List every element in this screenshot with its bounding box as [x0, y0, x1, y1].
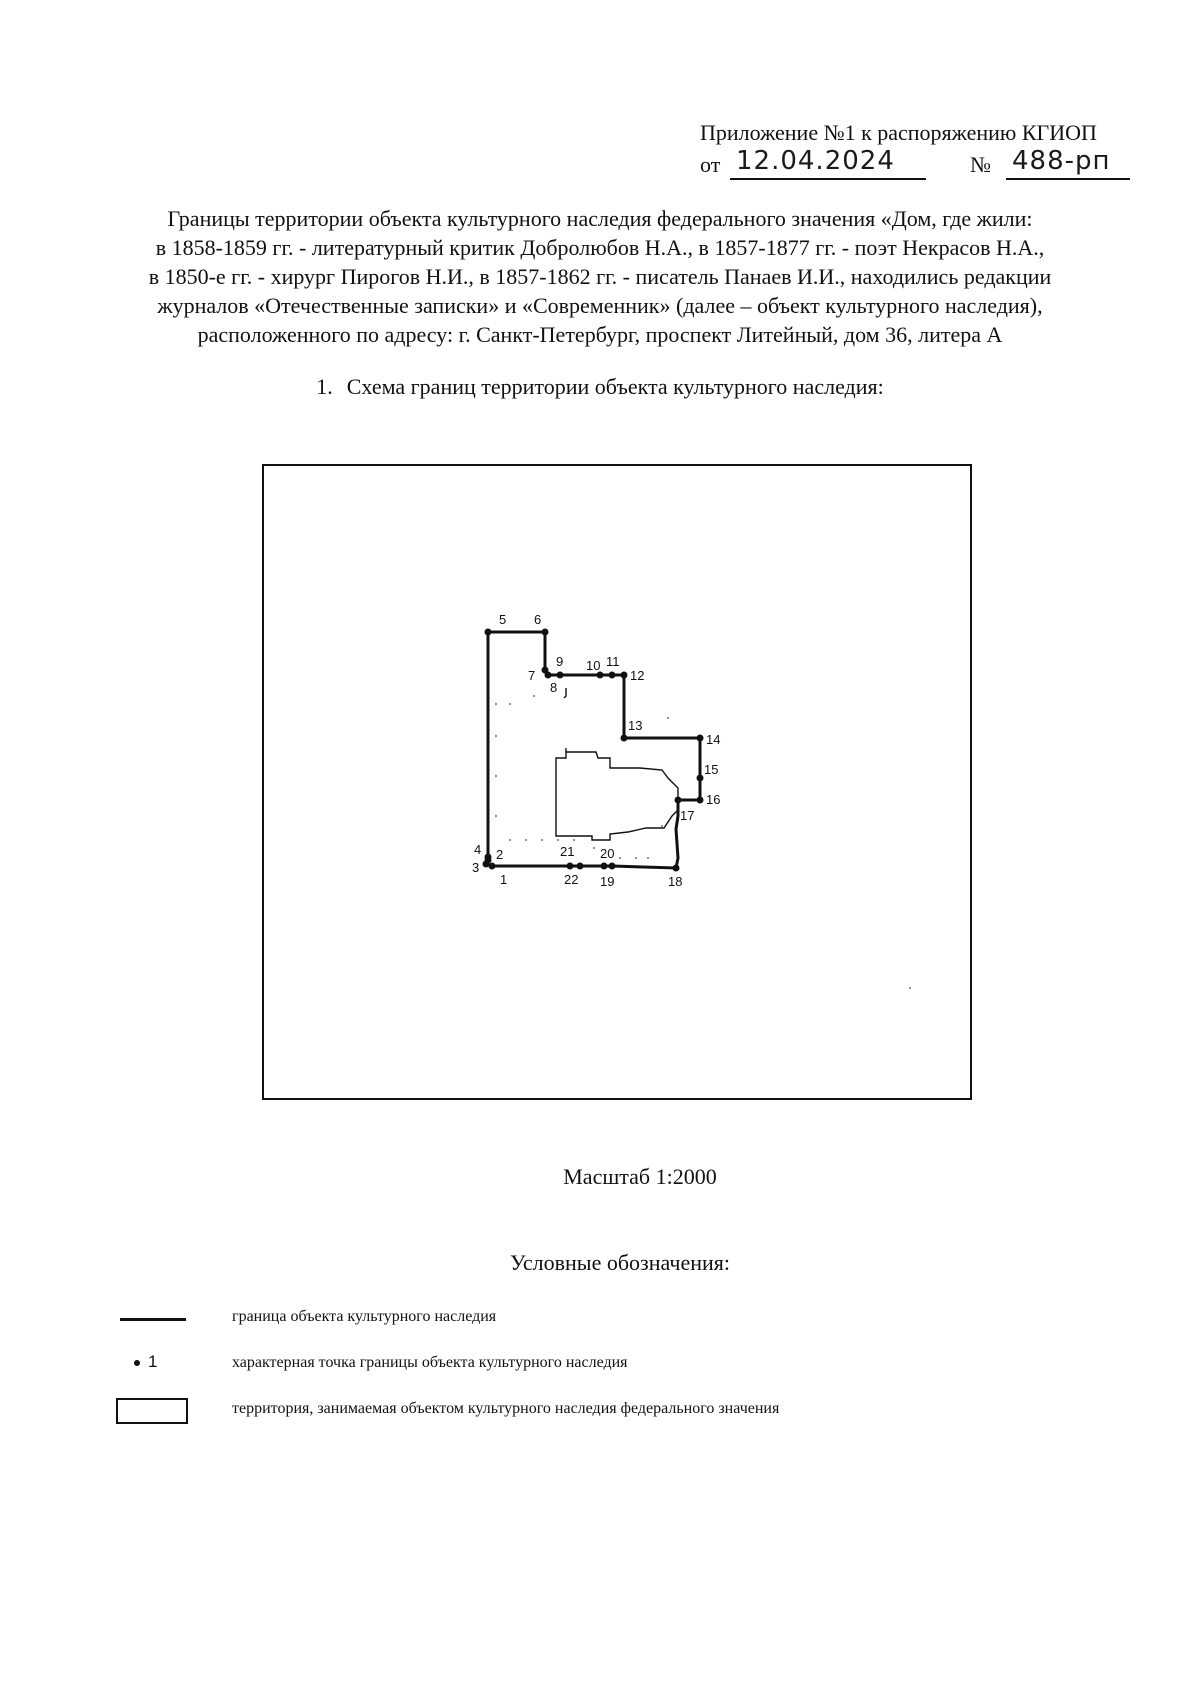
- point-label-19: 19: [600, 874, 615, 889]
- point-label-22: 22: [564, 872, 579, 887]
- boundary-point: [557, 672, 564, 679]
- point-label-14: 14: [706, 732, 721, 747]
- point-label-2: 2: [496, 847, 504, 862]
- point-label-4: 4: [474, 842, 482, 857]
- point-label-8: 8: [550, 680, 558, 695]
- point-label-18: 18: [668, 874, 683, 889]
- point-label-13: 13: [628, 718, 643, 733]
- boundary-point: [697, 775, 704, 782]
- map-scale: Масштаб 1:2000: [563, 1164, 717, 1189]
- boundary-point: [697, 735, 704, 742]
- section-number: 1.: [316, 374, 333, 399]
- date-value: 12.04.2024: [736, 146, 895, 176]
- point-label-17: 17: [680, 808, 695, 823]
- building-contour: [556, 748, 678, 840]
- title-line: Границы территории объекта культурного наследия федерального значения «Дом, где жили:: [167, 206, 1033, 231]
- title-line: журналов «Отечественные записки» и «Современник» (далее – объект культурного наследия),: [157, 293, 1043, 318]
- boundary-point: [485, 629, 492, 636]
- boundary-line-symbol: [120, 1318, 186, 1321]
- point-label-21: 21: [560, 844, 575, 859]
- boundary-point: [567, 863, 574, 870]
- number-underline: [1006, 178, 1130, 180]
- boundary-point: [697, 797, 704, 804]
- number-prefix: №: [970, 152, 991, 177]
- territory-rect-symbol: [116, 1398, 188, 1424]
- point-label-5: 5: [499, 612, 507, 627]
- point-label-16: 16: [706, 792, 721, 807]
- boundary-point: [485, 857, 492, 864]
- date-prefix: от: [700, 152, 721, 177]
- boundary-point: [577, 863, 584, 870]
- point-label-9: 9: [556, 654, 564, 669]
- legend-item-point: [0, 1350, 1200, 1380]
- boundary-point: [621, 735, 628, 742]
- point-symbol: [134, 1352, 157, 1372]
- point-label-20: 20: [600, 846, 615, 861]
- boundary-point: [675, 797, 682, 804]
- boundary-point: [489, 863, 496, 870]
- boundary-point: [601, 863, 608, 870]
- legend-title: Условные обозначения:: [509, 1250, 731, 1275]
- date-underline: [730, 178, 926, 180]
- legend-item-territory: [0, 1396, 1200, 1426]
- dot-icon: [134, 1360, 140, 1366]
- point-label-11: 11: [606, 654, 620, 669]
- boundary-point: [673, 865, 680, 872]
- boundary-point: [609, 863, 616, 870]
- point-label-7: 7: [528, 668, 536, 683]
- annex-date-number: [700, 148, 1160, 182]
- point-label-6: 6: [534, 612, 542, 627]
- point-label-3: 3: [472, 860, 480, 875]
- legend-item-boundary: [0, 1304, 1200, 1334]
- section-label: Схема границ территории объекта культурного наследия:: [346, 374, 884, 399]
- boundary-point: [542, 629, 549, 636]
- boundary-point: [621, 672, 628, 679]
- title-line: в 1850-е гг. - хирург Пирогов Н.И., в 1857-1862 гг. - писатель Панаев И.И., находились редакции: [148, 264, 1052, 289]
- legend-text: характерная точка границы объекта культурного наследия: [232, 1354, 628, 1371]
- annex-header: [700, 118, 1160, 182]
- legend-text: территория, занимаемая объектом культурного наследия федерального значения: [232, 1400, 780, 1417]
- boundary-map: [262, 464, 972, 1100]
- number-value: 488-рп: [1012, 146, 1111, 176]
- building-contour: [564, 688, 566, 698]
- title-line: расположенного по адресу: г. Санкт-Петербург, проспект Литейный, дом 36, литера А: [197, 322, 1003, 347]
- document-title: [100, 204, 1100, 349]
- title-line: в 1858-1859 гг. - литературный критик Добролюбов Н.А., в 1857-1877 гг. - поэт Некрасов Н.А.,: [155, 235, 1045, 260]
- point-label-1: 1: [500, 872, 508, 887]
- point-label-12: 12: [630, 668, 645, 683]
- point-label-10: 10: [586, 658, 601, 673]
- point-symbol-label: 1: [148, 1352, 158, 1371]
- point-label-15: 15: [704, 762, 719, 777]
- boundary-point: [609, 672, 616, 679]
- annex-title: Приложение №1 к распоряжению КГИОП: [700, 120, 1097, 145]
- legend-text: граница объекта культурного наследия: [232, 1308, 497, 1325]
- boundary-map-svg: [264, 466, 970, 1098]
- section-heading: [0, 374, 1200, 400]
- boundary-point: [545, 672, 552, 679]
